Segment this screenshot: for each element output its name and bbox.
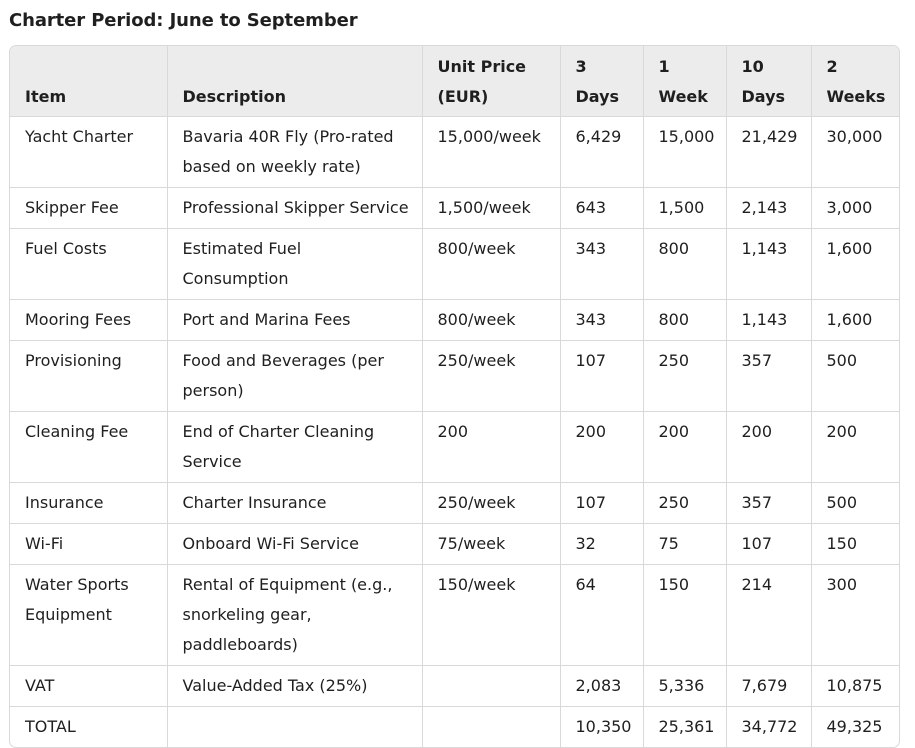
cell-10-days: 1,143 (726, 229, 811, 300)
cell-item: Mooring Fees (10, 300, 167, 341)
cell-1-week: 800 (643, 300, 726, 341)
cell-item: Insurance (10, 483, 167, 524)
table-row (10, 229, 899, 300)
table-row (10, 341, 899, 412)
cell-unit-price: 15,000/week (422, 117, 560, 188)
cell-description: Estimated Fuel Consumption (167, 229, 422, 300)
cell-3-days: 6,429 (560, 117, 643, 188)
cell-2-weeks: 500 (811, 483, 899, 524)
cell-unit-price: 1,500/week (422, 188, 560, 229)
cell-3-days: 200 (560, 412, 643, 483)
table-row (10, 483, 899, 524)
cell-3-days: 64 (560, 565, 643, 666)
table-row (10, 300, 899, 341)
cell-unit-price: 250/week (422, 483, 560, 524)
column-header-unit-price: Unit Price (EUR) (422, 46, 560, 117)
cell-2-weeks: 49,325 (826, 717, 883, 736)
cell-unit-price: 150/week (422, 565, 560, 666)
cell-2-weeks: 10,875 (811, 666, 899, 707)
cell-unit-price: 75/week (422, 524, 560, 565)
cell-unit-price: 200 (422, 412, 560, 483)
cell-10-days: 200 (726, 412, 811, 483)
cell-item: Fuel Costs (10, 229, 167, 300)
cell-10-days: 34,772 (726, 707, 811, 748)
cell-description: Professional Skipper Service (167, 188, 422, 229)
table-body (10, 117, 899, 748)
cell-10-days: 107 (726, 524, 811, 565)
cell-2-weeks: 150 (811, 524, 899, 565)
cell-1-week: 800 (643, 229, 726, 300)
cell-2-weeks: 3,000 (811, 188, 899, 229)
column-header-2-weeks: 2 Weeks (811, 46, 899, 117)
cell-1-week: 200 (643, 412, 726, 483)
cell-description: Charter Insurance (167, 483, 422, 524)
cell-item: Skipper Fee (10, 188, 167, 229)
cell-3-days: 32 (560, 524, 643, 565)
table-row (10, 565, 899, 666)
cell-2-weeks: 30,000 (811, 117, 899, 188)
cell-description: Food and Beverages (per person) (167, 341, 422, 412)
cell-1-week: 25,361 (643, 707, 726, 748)
cell-10-days: 214 (726, 565, 811, 666)
column-header-description: Description (167, 46, 422, 117)
cell-2-weeks: 300 (811, 565, 899, 666)
cell-3-days: 343 (560, 300, 643, 341)
cell-unit-price: 800/week (422, 229, 560, 300)
cell-1-week: 250 (643, 341, 726, 412)
cell-10-days: 2,143 (726, 188, 811, 229)
page-title: Charter Period: June to September (9, 10, 358, 31)
cell-item: Yacht Charter (10, 117, 167, 188)
cell-1-week: 250 (643, 483, 726, 524)
cell-item: Cleaning Fee (10, 412, 167, 483)
cell-item: TOTAL (10, 707, 167, 748)
cell-item: Water Sports Equipment (10, 565, 167, 666)
table-header (10, 46, 899, 117)
column-header-item: Item (10, 46, 167, 117)
table-row (10, 412, 899, 483)
cell-item: Wi-Fi (10, 524, 167, 565)
table-row (10, 707, 899, 748)
column-header-3-days: 3 Days (560, 46, 643, 117)
cell-description (167, 707, 422, 748)
cell-item: VAT (10, 666, 167, 707)
cell-3-days: 107 (560, 483, 643, 524)
cell-1-week: 150 (643, 565, 726, 666)
cell-2-weeks: 1,600 (811, 229, 899, 300)
header-row (10, 46, 899, 117)
cell-description: Onboard Wi-Fi Service (167, 524, 422, 565)
cell-description: Rental of Equipment (e.g., snorkeling gear, paddleboards) (167, 565, 422, 666)
cell-10-days: 357 (726, 341, 811, 412)
cell-1-week: 1,500 (643, 188, 726, 229)
table-row (10, 666, 899, 707)
column-header-10-days: 10 Days (726, 46, 811, 117)
cell-2-weeks: 1,600 (811, 300, 899, 341)
cell-10-days: 21,429 (726, 117, 811, 188)
cell-unit-price (422, 707, 560, 748)
pricing-table (10, 46, 899, 747)
cell-description: Bavaria 40R Fly (Pro-rated based on weekly rate) (167, 117, 422, 188)
cell-unit-price (422, 666, 560, 707)
cell-10-days: 7,679 (726, 666, 811, 707)
cell-3-days: 107 (560, 341, 643, 412)
cell-description: End of Charter Cleaning Service (167, 412, 422, 483)
cell-1-week: 75 (643, 524, 726, 565)
cell-10-days: 357 (726, 483, 811, 524)
pricing-table-container (9, 45, 900, 748)
cell-3-days: 643 (560, 188, 643, 229)
cell-3-days: 343 (560, 229, 643, 300)
table-row (10, 188, 899, 229)
cell-unit-price: 250/week (422, 341, 560, 412)
table-row (10, 117, 899, 188)
cell-10-days: 1,143 (726, 300, 811, 341)
cell-description: Value-Added Tax (25%) (167, 666, 422, 707)
cell-description: Port and Marina Fees (167, 300, 422, 341)
cell-2-weeks: 200 (811, 412, 899, 483)
cell-3-days: 10,350 (560, 707, 643, 748)
cell-item: Provisioning (10, 341, 167, 412)
table-row (10, 524, 899, 565)
cell-1-week: 15,000 (643, 117, 726, 188)
column-header-1-week: 1 Week (643, 46, 726, 117)
cell-2-weeks: 500 (811, 341, 899, 412)
cell-1-week: 5,336 (643, 666, 726, 707)
cell-unit-price: 800/week (422, 300, 560, 341)
cell-3-days: 2,083 (560, 666, 643, 707)
